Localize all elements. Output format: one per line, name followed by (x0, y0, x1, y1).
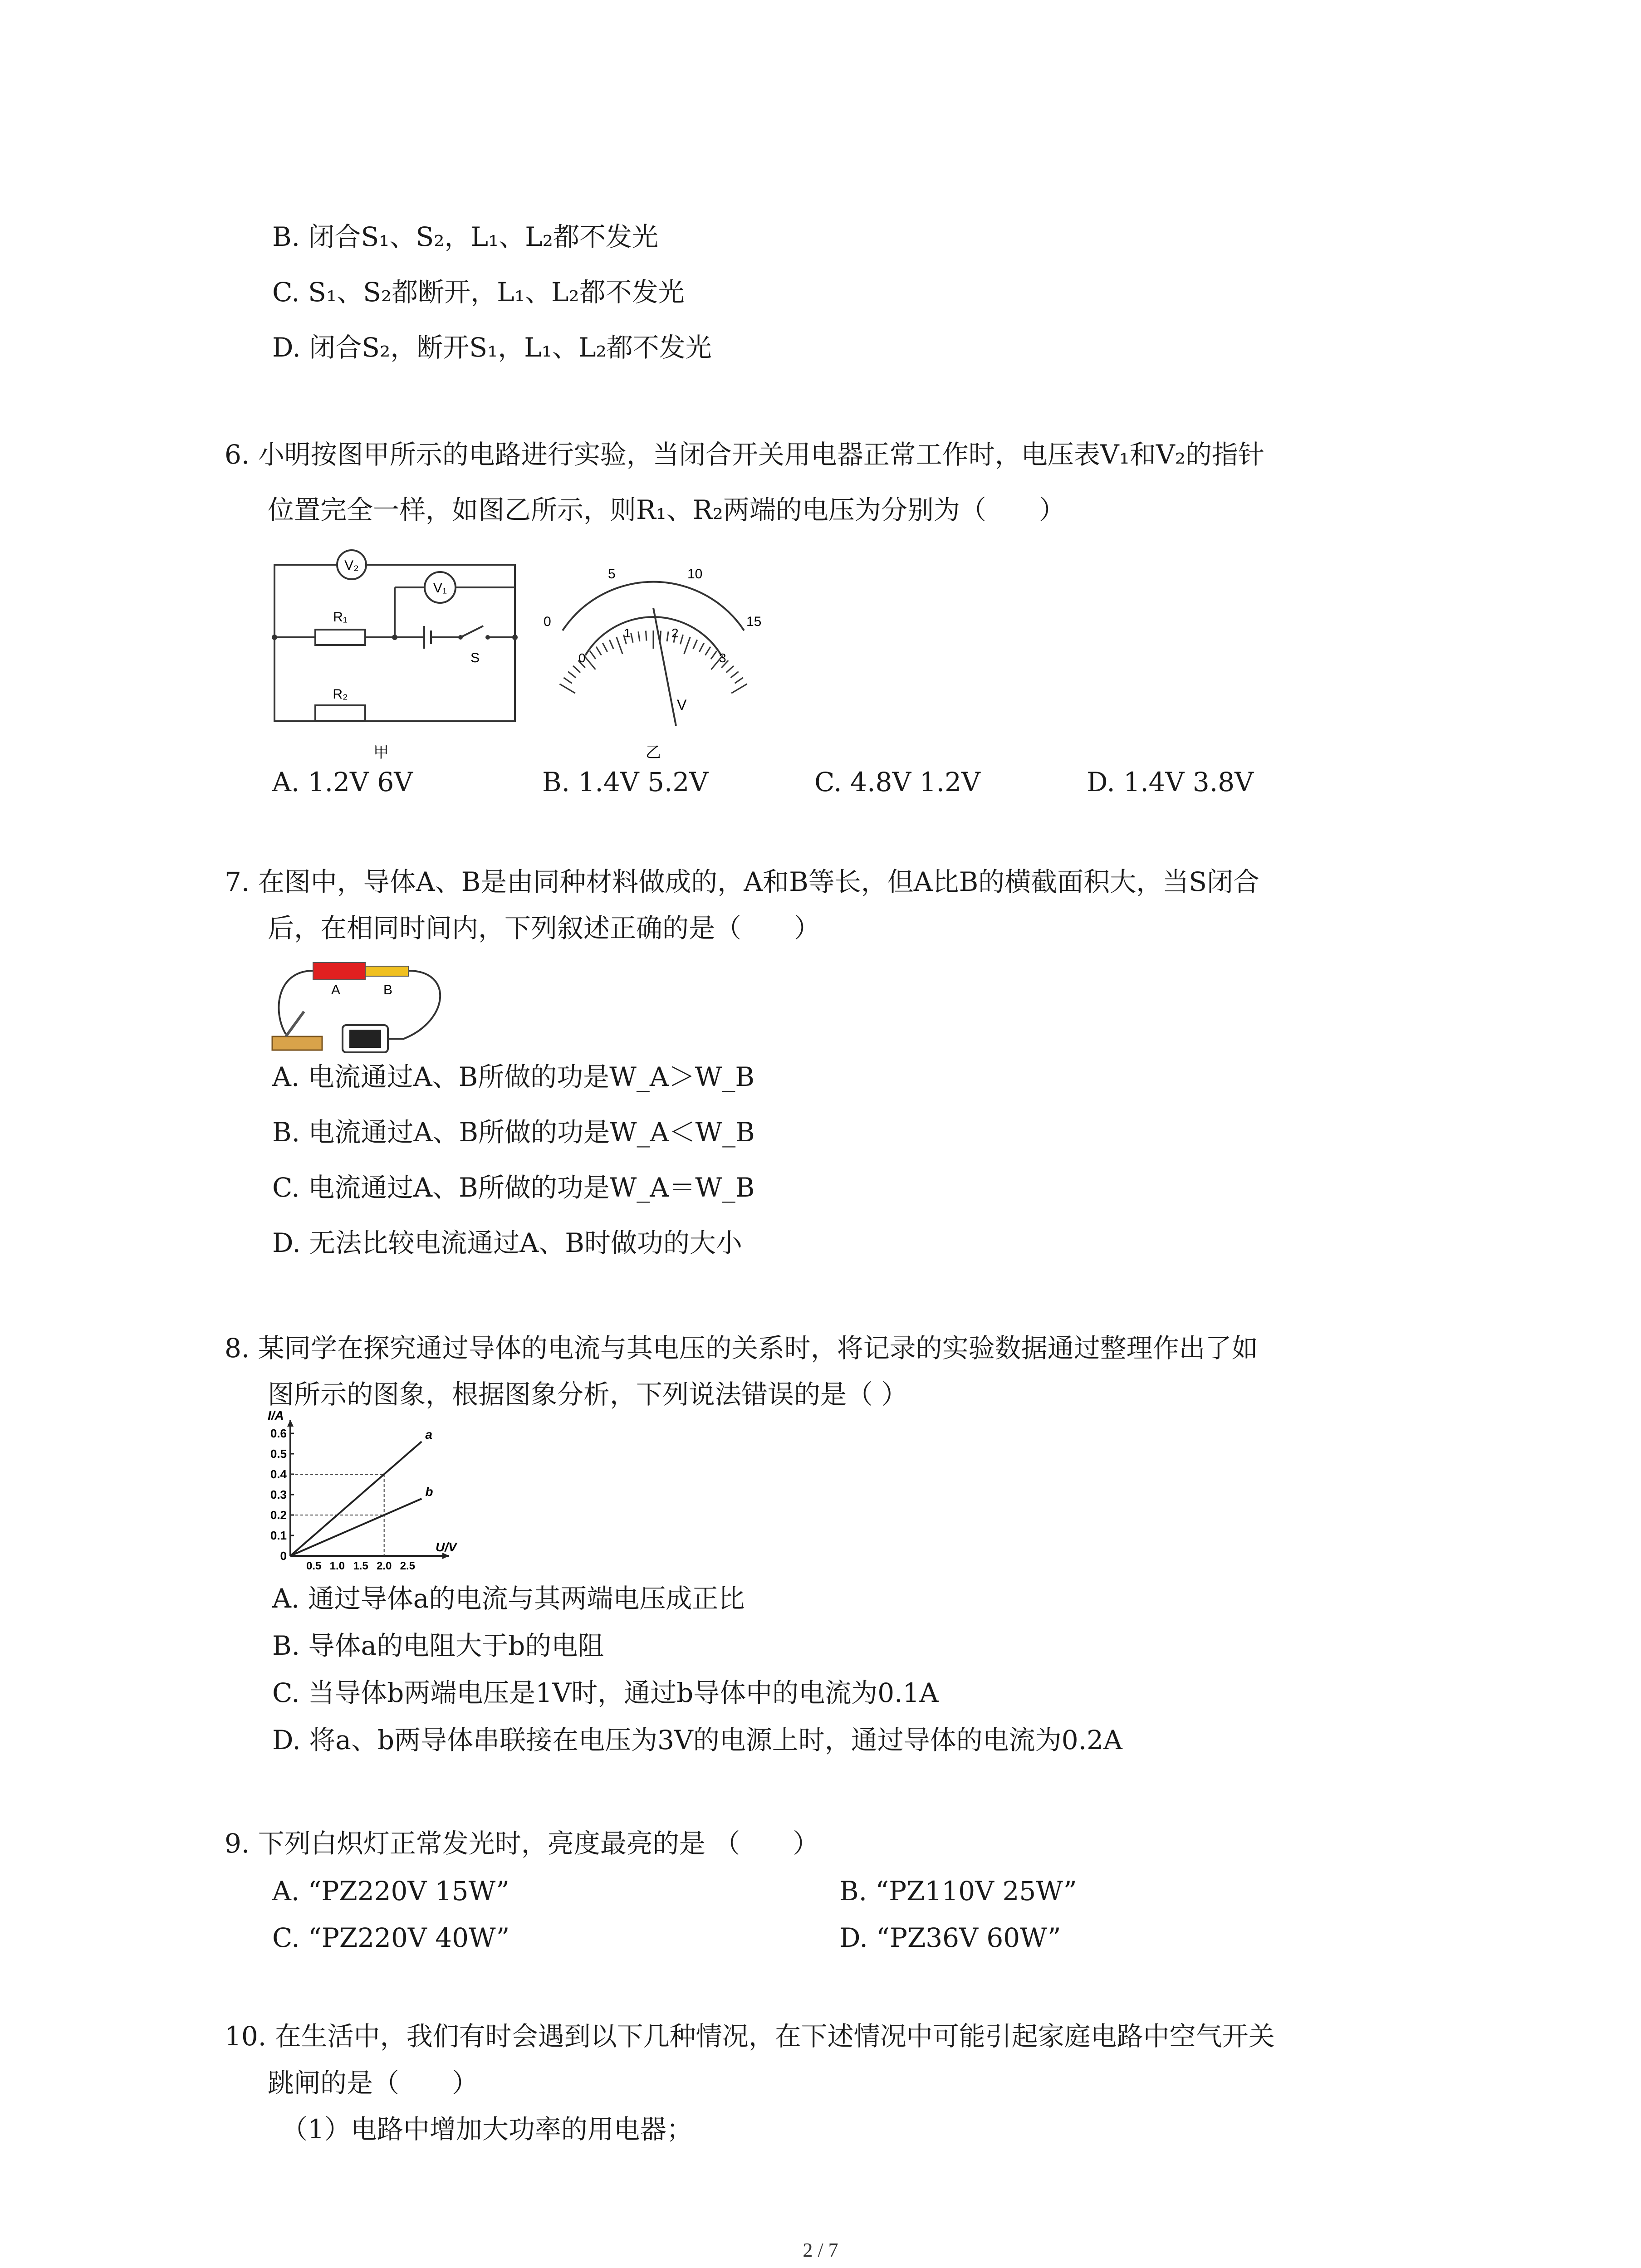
needle (653, 608, 676, 726)
q10-stem-line1: 10. 在生活中，我们有时会遇到以下几种情况，在下述情况中可能引起家庭电路中空气开关 (225, 2021, 1275, 2052)
x-tick-label: 2.5 (400, 1560, 416, 1572)
dial-tick (731, 672, 739, 678)
r2-label: R₂ (333, 687, 348, 702)
y-tick-label: 0.3 (270, 1488, 287, 1501)
series-line-b (290, 1499, 421, 1556)
x-tick-label: 1.5 (353, 1560, 368, 1572)
dial-tick (693, 640, 697, 649)
inner-tick-3: 3 (719, 651, 726, 665)
x-axis-label: U/V (436, 1540, 457, 1554)
r1-label: R₁ (333, 610, 348, 625)
q9-option-d: D. “PZ36V 60W” (839, 1922, 1061, 1953)
q9-option-a: A. “PZ220V 15W” (272, 1876, 509, 1906)
q5-option-c: C. S₁、S₂都断开，L₁、L₂都不发光 (272, 277, 685, 308)
q5-option-b: B. 闭合S₁、S₂，L₁、L₂都不发光 (272, 221, 658, 252)
dial-tick (603, 643, 607, 652)
q6-voltmeter-figure (531, 558, 785, 771)
q8-stem-line1: 8. 某同学在探究通过导体的电流与其电压的关系时，将记录的实验数据通过整理作出了如 (225, 1333, 1258, 1364)
dial-tick (646, 631, 647, 641)
dial-tick (726, 666, 734, 673)
switch-label: S (470, 650, 480, 665)
inner-tick-2: 2 (671, 626, 679, 640)
series-line-a (290, 1442, 421, 1556)
dial-tick (596, 647, 602, 655)
q10-item-1: （1）电路中增加大功率的用电器； (281, 2114, 693, 2145)
fig-yi-caption: 乙 (646, 744, 661, 761)
q10-stem-line2: 跳闸的是（ ） (268, 2068, 479, 2098)
q6-option-c: C. 4.8V 1.2V (814, 767, 980, 797)
page-number: 2 / 7 (803, 2239, 838, 2261)
conductor-b-label: B (383, 982, 393, 997)
q8-option-a: A. 通过导体a的电流与其两端电压成正比 (272, 1583, 745, 1614)
q8-option-d: D. 将a、b两导体串联接在电压为3V的电源上时，通过导体的电流为0.2A (272, 1725, 1122, 1755)
dial-tick (705, 647, 710, 655)
outer-tick-15: 15 (746, 614, 762, 629)
q6-circuit-figure (270, 553, 529, 771)
y-tick-label: 0.6 (270, 1427, 287, 1440)
dial-tick (631, 633, 633, 643)
switch-base (272, 1036, 322, 1050)
q6-option-a: A. 1.2V 6V (272, 767, 413, 797)
dial-tick (590, 651, 596, 659)
dial-tick (711, 651, 717, 659)
dial-tick (609, 640, 613, 649)
outer-tick-5: 5 (608, 567, 616, 582)
x-tick-label: 0.5 (306, 1560, 322, 1572)
dial-tick (667, 631, 668, 641)
q7-option-d: D. 无法比较电流通过A、B时做功的大小 (272, 1227, 742, 1258)
y-axis-arrow (287, 1420, 294, 1427)
dial-tick (684, 637, 691, 654)
q7-option-c: C. 电流通过A、B所做的功是W_A＝W_B (272, 1172, 755, 1203)
y-axis-label: I/A (268, 1408, 284, 1422)
q6-stem-line1: 6. 小明按图甲所示的电路进行实验，当闭合开关用电器正常工作时，电压表V₁和V₂的指针 (225, 439, 1265, 470)
dial-tick (568, 672, 576, 678)
q8-stem-line2: 图所示的图象，根据图象分析，下列说法错误的是（ ） (268, 1379, 908, 1410)
outer-tick-0: 0 (544, 614, 551, 629)
dial-tick (559, 684, 575, 693)
q7-option-b: B. 电流通过A、B所做的功是W_A＜W_B (272, 1117, 755, 1148)
q9-option-c: C. “PZ220V 40W” (272, 1922, 510, 1953)
q8-iv-chart (263, 1408, 463, 1583)
inner-tick-1: 1 (624, 626, 631, 640)
conductor-a-label: A (331, 982, 341, 997)
q7-conductor-figure (268, 957, 458, 1061)
q7-option-a: A. 电流通过A、B所做的功是W_A＞W_B (272, 1061, 755, 1092)
y-tick-label: 0.5 (270, 1447, 287, 1461)
x-tick-label: 2.0 (376, 1560, 392, 1572)
series-label-b: b (425, 1485, 433, 1499)
q6-option-b: B. 1.4V 5.2V (542, 767, 709, 797)
q6-stem-line2: 位置完全一样，如图乙所示，则R₁、R₂两端的电压为分别为（ ） (268, 494, 1065, 525)
inner-tick-0: 0 (578, 651, 586, 665)
dial-tick (584, 655, 595, 670)
y-tick-label: 0.2 (270, 1508, 287, 1522)
q6-option-d: D. 1.4V 3.8V (1087, 767, 1254, 797)
q8-option-b: B. 导体a的电阻大于b的电阻 (272, 1630, 604, 1661)
q7-stem-line2: 后，在相同时间内，下列叙述正确的是（ ） (268, 913, 821, 943)
dial-tick (573, 666, 580, 673)
v1-label: V₁ (433, 581, 447, 596)
q9-stem: 9. 下列白炽灯正常发光时，亮度最亮的是 （ ） (225, 1828, 819, 1859)
dial-tick (681, 635, 683, 644)
q5-option-d: D. 闭合S₂，断开S₁，L₁、L₂都不发光 (272, 332, 712, 363)
series-label-a: a (425, 1427, 432, 1442)
dial-tick (563, 678, 572, 683)
x-tick-label: 1.0 (329, 1560, 345, 1572)
v2-label: V₂ (344, 558, 359, 573)
y-tick-label: 0.4 (270, 1467, 287, 1481)
y-tick-label: 0.1 (270, 1529, 287, 1542)
q7-stem-line1: 7. 在图中，导体A、B是由同种材料做成的，A和B等长，但A比B的横截面积大，当S闭合 (225, 866, 1260, 897)
dial-tick (699, 643, 704, 652)
q9-option-b: B. “PZ110V 25W” (839, 1876, 1077, 1906)
dial-tick (735, 678, 743, 683)
fig-jia-caption: 甲 (373, 744, 389, 761)
dial-tick (731, 684, 747, 693)
dial-unit: V (677, 697, 687, 713)
outer-tick-10: 10 (687, 567, 703, 582)
dial-tick (638, 631, 640, 641)
y-tick-label: 0 (280, 1549, 287, 1563)
q8-option-c: C. 当导体b两端电压是1V时，通过b导体中的电流为0.1A (272, 1677, 939, 1708)
dial-tick (617, 637, 623, 654)
